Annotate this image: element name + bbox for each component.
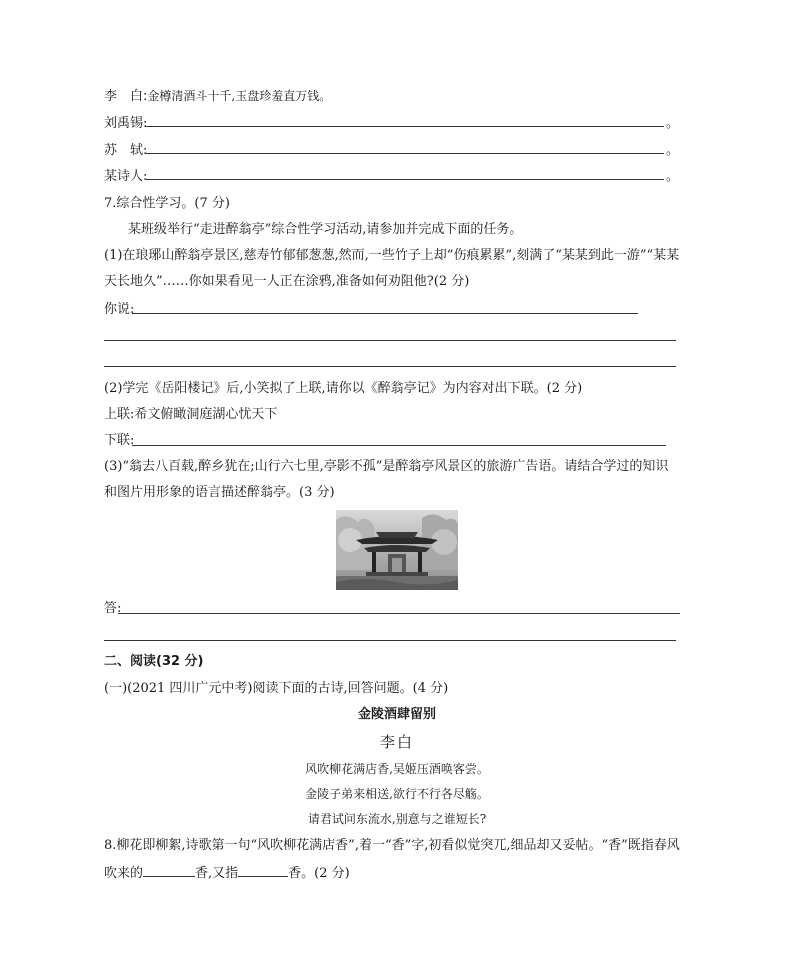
- liuyuxi-answer-blank[interactable]: [146, 126, 664, 127]
- q7-intro: 某班级举行“走进醉翁亭”综合性学习活动,请参加并完成下面的任务。: [128, 222, 523, 237]
- liuyuxi-line: [104, 116, 147, 132]
- poem-line-3: 请君试问东流水,别意与之谁短长?: [307, 812, 487, 826]
- shanglian: 上联:希文俯瞰洞庭湖心忧天下: [104, 407, 278, 422]
- poem-line-2: 金陵子弟来相送,欲行不行各尽觞。: [305, 787, 489, 801]
- xialian-label: 下联:: [104, 433, 135, 448]
- q7-2-text: (2)学完《岳阳楼记》后,小笑拟了上联,请你以《醉翁亭记》为内容对出下联。(2 分): [104, 381, 583, 396]
- poem-title: 金陵酒肆留别: [357, 707, 436, 722]
- moushi-answer-blank[interactable]: [146, 179, 664, 180]
- q8-text-b: [104, 864, 350, 882]
- sushi-line: [104, 143, 147, 159]
- period-1: 。: [666, 116, 680, 131]
- q8-part-1: 吹来的: [104, 866, 144, 881]
- q8-part-2: 香,又指: [195, 866, 239, 881]
- section-2-heading: 二、阅读(32 分): [104, 654, 204, 669]
- nishuo-blank-1[interactable]: [132, 313, 638, 314]
- da-blank-1[interactable]: [118, 613, 680, 614]
- q7-3-text-a: (3)“翁去八百载,醉乡犹在;山行六七里,亭影不孤”是醉翁亭风景区的旅游广告语。请结合学过的知识: [104, 459, 669, 474]
- nishuo-blank-2[interactable]: [104, 340, 676, 341]
- libai-label: 李 白:: [104, 89, 148, 104]
- q7-3-text-b: 和图片用形象的语言描述醉翁亭。(3 分): [104, 485, 335, 500]
- xialian-blank[interactable]: [132, 445, 666, 446]
- q8-blank-2[interactable]: [238, 864, 288, 877]
- da-blank-2[interactable]: [104, 640, 676, 641]
- libai-quote: 金樽清酒斗十千,玉盘珍羞直万钱。: [147, 89, 332, 103]
- sushi-answer-blank[interactable]: [146, 153, 664, 154]
- da-label: 答:: [104, 601, 122, 616]
- part-1-instruction: (一)(2021 四川广元中考)阅读下面的古诗,回答问题。(4 分): [104, 681, 449, 696]
- liuyuxi-label: 刘禹锡:: [104, 116, 148, 131]
- q7-heading: 7.综合性学习。(7 分): [104, 196, 230, 211]
- poem-author: 李白: [379, 733, 414, 751]
- sushi-label: 苏 轼:: [104, 143, 148, 158]
- nishuo-blank-3[interactable]: [104, 366, 676, 367]
- q8-text-a: 8.柳花即柳絮,诗歌第一句“风吹柳花满店香”,着一“香”字,初看似觉突兀,细品却又妥帖。“香”既指春风: [104, 838, 680, 853]
- q8-blank-1[interactable]: [143, 864, 195, 877]
- libai-line: [104, 88, 331, 105]
- q7-1-text-b: 天长地久”……你如果看见一人正在涂鸦,准备如何劝阻他?(2 分): [104, 274, 470, 289]
- q8-part-3: 香。(2 分): [288, 866, 350, 881]
- nishuo-label: 你说:: [104, 302, 135, 317]
- period-3: 。: [666, 169, 680, 184]
- poem-line-1: 风吹柳花满店香,吴姬压酒唤客尝。: [305, 762, 489, 776]
- moushi-line: [104, 169, 147, 185]
- zuiweng-pavilion-photo: [336, 510, 458, 590]
- moushi-label: 某诗人:: [104, 169, 148, 184]
- period-2: 。: [666, 143, 680, 158]
- q7-1-text-a: (1)在琅琊山醉翁亭景区,慈寿竹郁郁葱葱,然而,一些竹子上却“伤痕累累”,刻满了“某某到此一游”“某某: [104, 248, 680, 263]
